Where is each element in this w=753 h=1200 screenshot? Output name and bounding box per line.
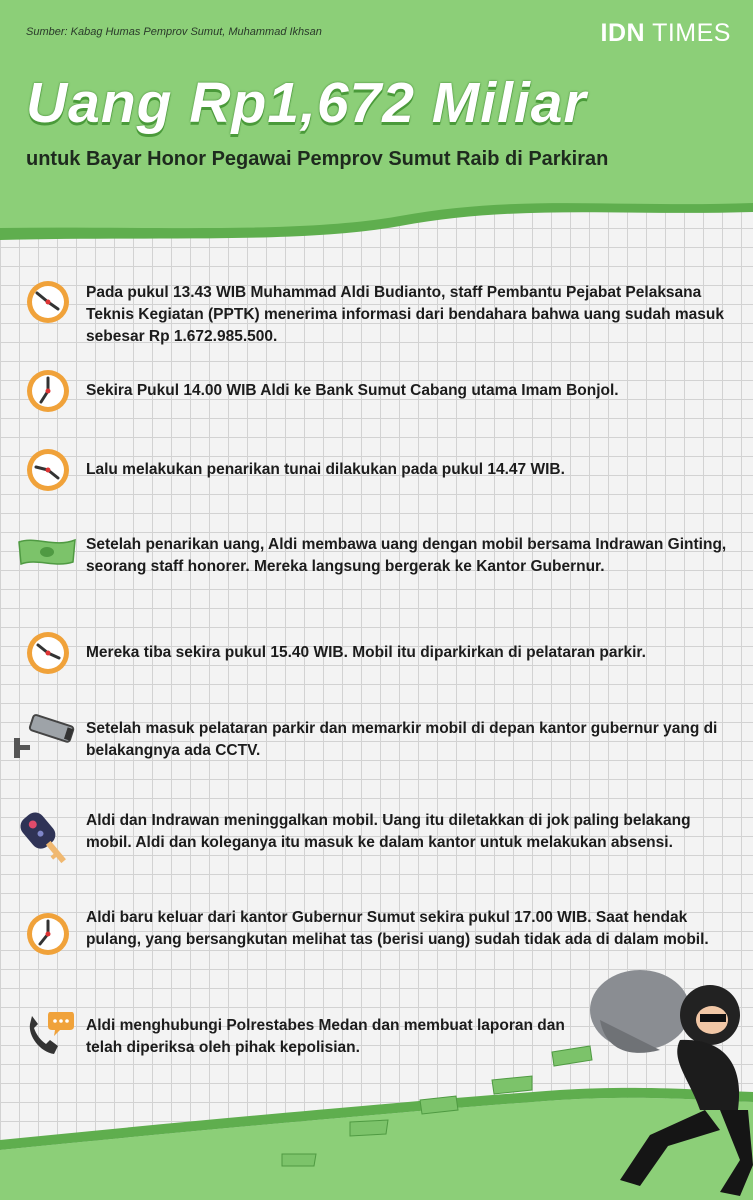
clock-icon	[25, 447, 71, 493]
page-title: Uang Rp1,672 Miliar	[26, 71, 587, 135]
cctv-icon	[12, 712, 76, 760]
clock-icon	[25, 368, 71, 414]
timeline-item-1: Pada pukul 13.43 WIB Muhammad Aldi Budianto, staff Pembantu Pejabat Pelaksana Teknis Kegiatan (PPTK) menerima informasi dari bendahara bahwa uang sudah masuk sebesar Rp 1.672.985.500.	[86, 284, 724, 345]
timeline-item-8: Aldi baru keluar dari kantor Gubernur Sumut sekira pukul 17.00 WIB. Saat hendak pulang, yang bersangkutan melihat tas (berisi uang) sudah tidak ada di dalam mobil.	[86, 909, 709, 948]
page-subtitle: untuk Bayar Honor Pegawai Pemprov Sumut Raib di Parkiran	[26, 148, 609, 170]
timeline-item-4: Setelah penarikan uang, Aldi membawa uang dengan mobil bersama Indrawan Ginting, seorang staff honorer. Mereka langsung bergerak ke Kantor Gubernur.	[86, 536, 727, 575]
timeline-item-2: Sekira Pukul 14.00 WIB Aldi ke Bank Sumut Cabang utama Imam Bonjol.	[86, 382, 619, 399]
thief-illustration	[0, 960, 753, 1200]
clock-icon	[25, 279, 71, 325]
timeline-item-6: Setelah masuk pelataran parkir dan memarkir mobil di depan kantor gubernur yang di belakangnya ada CCTV.	[86, 720, 718, 759]
money-icon	[15, 534, 79, 570]
car-key-icon	[14, 808, 76, 870]
timeline-item-9: Aldi menghubungi Polrestabes Medan dan membuat laporan dan telah diperiksa oleh pihak kepolisian.	[86, 1017, 565, 1056]
idn-times-logo: IDN TIMES	[600, 19, 731, 47]
clock-icon	[25, 630, 71, 676]
source-credit: Sumber: Kabag Humas Pemprov Sumut, Muhammad Ikhsan	[26, 26, 322, 38]
timeline-item-3: Lalu melakukan penarikan tunai dilakukan pada pukul 14.47 WIB.	[86, 461, 565, 478]
timeline-item-7: Aldi dan Indrawan meninggalkan mobil. Uang itu diletakkan di jok paling belakang mobil. Aldi dan koleganya itu masuk ke dalam kantor untuk melakukan absensi.	[86, 812, 691, 851]
clock-icon	[25, 911, 71, 957]
timeline-item-5: Mereka tiba sekira pukul 15.40 WIB. Mobil itu diparkirkan di pelataran parkir.	[86, 644, 646, 661]
